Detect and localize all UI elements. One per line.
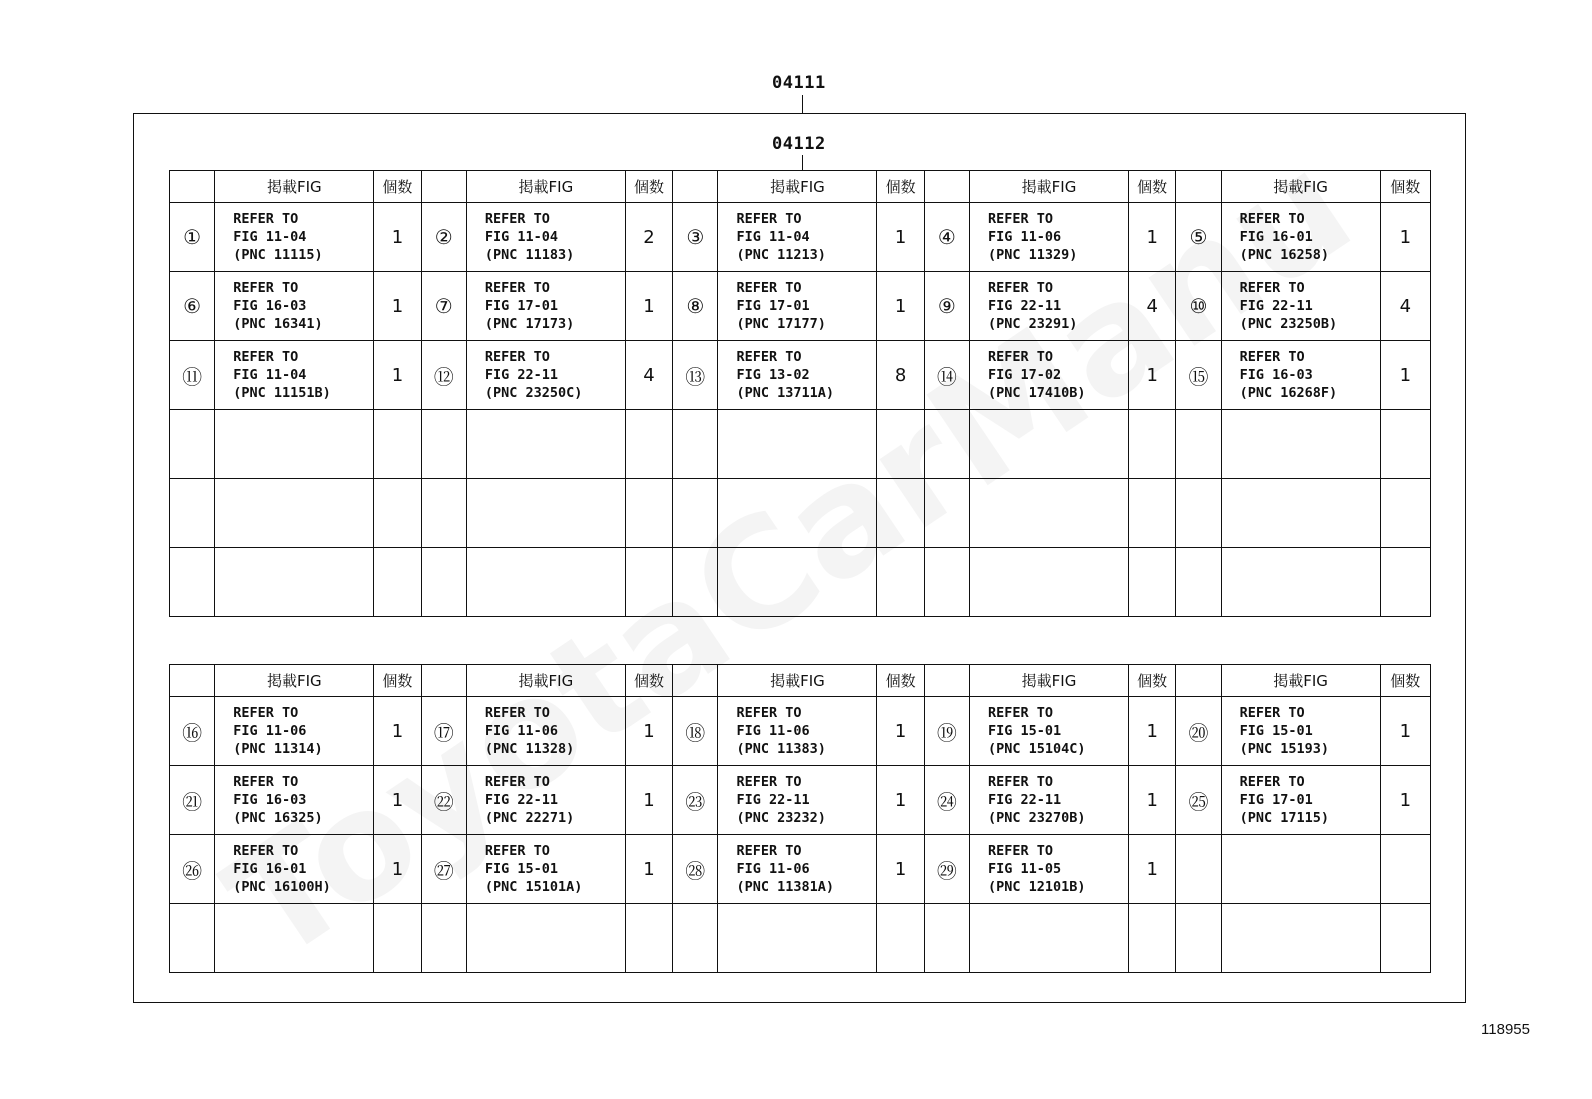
reference-line: FIG 16-03 xyxy=(1239,367,1313,383)
reference-line: REFER TO xyxy=(484,211,550,227)
callout-number: ④ xyxy=(924,203,969,272)
figure-reference xyxy=(1221,341,1380,410)
header-fig: 掲載FIG xyxy=(1221,171,1380,203)
quantity: 8 xyxy=(877,341,924,410)
empty-cell xyxy=(924,904,969,973)
reference-line: FIG 17-01 xyxy=(1239,792,1313,808)
empty-cell xyxy=(625,548,672,617)
empty-cell xyxy=(1221,904,1380,973)
empty-cell xyxy=(718,904,877,973)
quantity: 1 xyxy=(625,835,672,904)
table-row xyxy=(170,835,1431,904)
reference-line: REFER TO xyxy=(233,280,299,296)
callout-number: ⑥ xyxy=(170,272,215,341)
quantity: 2 xyxy=(625,203,672,272)
reference-line: FIG 16-03 xyxy=(233,792,307,808)
empty-cell xyxy=(877,904,924,973)
reference-line: REFER TO xyxy=(736,280,802,296)
figure-reference xyxy=(466,203,625,272)
reference-line: (PNC 17177) xyxy=(736,316,826,332)
reference-line: FIG 11-04 xyxy=(736,229,810,245)
figure-reference xyxy=(466,835,625,904)
quantity: 1 xyxy=(877,203,924,272)
header-fig: 掲載FIG xyxy=(718,665,877,697)
reference-line: FIG 22-11 xyxy=(988,298,1062,314)
reference-line: FIG 16-01 xyxy=(233,861,307,877)
reference-line: FIG 11-04 xyxy=(484,229,559,245)
reference-line: (PNC 11381A) xyxy=(736,879,834,895)
callout-number: ② xyxy=(421,203,466,272)
empty-cell xyxy=(170,479,215,548)
callout-number: ㉔ xyxy=(924,766,969,835)
parts-table-1 xyxy=(169,170,1431,617)
reference-line: FIG 22-11 xyxy=(736,792,810,808)
empty-cell xyxy=(1129,548,1176,617)
empty-cell xyxy=(1221,479,1380,548)
reference-line: FIG 15-01 xyxy=(484,861,559,877)
empty-cell xyxy=(421,479,466,548)
reference-line: REFER TO xyxy=(988,774,1054,790)
reference-line: (PNC 17410B) xyxy=(988,385,1086,401)
table-row xyxy=(170,272,1431,341)
header-blank xyxy=(924,665,969,697)
figure-reference xyxy=(970,697,1129,766)
empty-cell xyxy=(466,904,625,973)
figure-reference xyxy=(215,835,374,904)
reference-line: REFER TO xyxy=(736,211,802,227)
reference-line: REFER TO xyxy=(484,843,550,859)
reference-line: REFER TO xyxy=(988,211,1054,227)
empty-cell xyxy=(374,410,421,479)
reference-line: REFER TO xyxy=(988,705,1054,721)
header-qty: 個数 xyxy=(877,665,924,697)
figure-reference xyxy=(1221,835,1380,904)
reference-line: (PNC 23232) xyxy=(736,810,826,826)
figure-reference xyxy=(466,697,625,766)
reference-line: REFER TO xyxy=(484,280,550,296)
quantity: 1 xyxy=(877,272,924,341)
reference-line: (PNC 11383) xyxy=(736,741,826,757)
reference-line: REFER TO xyxy=(988,280,1054,296)
reference-line: FIG 13-02 xyxy=(736,367,810,383)
empty-row xyxy=(170,479,1431,548)
figure-reference xyxy=(215,766,374,835)
reference-line: (PNC 15193) xyxy=(1239,741,1329,757)
reference-line: FIG 17-01 xyxy=(736,298,810,314)
reference-line: FIG 22-11 xyxy=(484,792,559,808)
reference-line: (PNC 11329) xyxy=(988,247,1078,263)
header-blank xyxy=(170,171,215,203)
reference-line: (PNC 16268F) xyxy=(1239,385,1338,401)
callout-number: ③ xyxy=(673,203,718,272)
quantity: 1 xyxy=(1129,835,1176,904)
reference-line: REFER TO xyxy=(736,843,802,859)
page-id: 118955 xyxy=(1481,1021,1530,1038)
empty-cell xyxy=(718,410,877,479)
reference-line: REFER TO xyxy=(233,843,299,859)
empty-cell xyxy=(1380,410,1430,479)
figure-reference xyxy=(970,835,1129,904)
callout-number: ㉙ xyxy=(924,835,969,904)
empty-cell xyxy=(215,548,374,617)
reference-line: FIG 17-02 xyxy=(988,367,1062,383)
reference-line: FIG 11-06 xyxy=(988,229,1062,245)
empty-cell xyxy=(1176,479,1221,548)
empty-cell xyxy=(1380,904,1430,973)
empty-cell xyxy=(673,479,718,548)
empty-cell xyxy=(970,904,1129,973)
empty-cell xyxy=(374,904,421,973)
header-qty: 個数 xyxy=(625,665,672,697)
assembly-code-04112: 04112 xyxy=(772,134,826,154)
quantity: 1 xyxy=(625,697,672,766)
reference-line: FIG 15-01 xyxy=(1239,723,1313,739)
reference-line: FIG 11-05 xyxy=(988,861,1062,877)
callout-number: ㉑ xyxy=(170,766,215,835)
quantity: 1 xyxy=(1380,697,1430,766)
quantity: 1 xyxy=(374,697,421,766)
reference-line: (PNC 15101A) xyxy=(484,879,583,895)
quantity: 4 xyxy=(625,341,672,410)
callout-number: ⑫ xyxy=(421,341,466,410)
callout-number: ⑲ xyxy=(924,697,969,766)
quantity: 1 xyxy=(1129,203,1176,272)
quantity xyxy=(1380,835,1430,904)
callout-number: ⑰ xyxy=(421,697,466,766)
quantity: 1 xyxy=(1129,697,1176,766)
reference-line: FIG 11-06 xyxy=(233,723,307,739)
reference-line: REFER TO xyxy=(233,349,299,365)
reference-line: FIG 17-01 xyxy=(484,298,559,314)
leader-line-04111 xyxy=(802,95,803,113)
callout-number: ⑳ xyxy=(1176,697,1221,766)
empty-cell xyxy=(673,904,718,973)
empty-cell xyxy=(924,410,969,479)
callout-number xyxy=(1176,835,1221,904)
callout-number: ㉘ xyxy=(673,835,718,904)
reference-line: REFER TO xyxy=(233,705,299,721)
empty-cell xyxy=(970,410,1129,479)
figure-reference xyxy=(1221,203,1380,272)
reference-line: (PNC 12101B) xyxy=(988,879,1086,895)
header-fig: 掲載FIG xyxy=(718,171,877,203)
reference-line: (PNC 15104C) xyxy=(988,741,1086,757)
quantity: 1 xyxy=(625,272,672,341)
callout-number: ⑦ xyxy=(421,272,466,341)
reference-line: (PNC 16258) xyxy=(1239,247,1329,263)
reference-line: REFER TO xyxy=(1239,211,1305,227)
quantity: 1 xyxy=(374,272,421,341)
quantity: 1 xyxy=(1380,766,1430,835)
empty-cell xyxy=(625,410,672,479)
header-qty: 個数 xyxy=(374,171,421,203)
reference-line: REFER TO xyxy=(1239,349,1305,365)
reference-line: (PNC 11314) xyxy=(233,741,323,757)
empty-cell xyxy=(924,548,969,617)
empty-cell xyxy=(421,548,466,617)
reference-line: REFER TO xyxy=(233,211,299,227)
reference-line: FIG 11-06 xyxy=(736,861,810,877)
figure-reference xyxy=(215,341,374,410)
leader-line-04112 xyxy=(802,155,803,170)
empty-cell xyxy=(170,548,215,617)
table-row xyxy=(170,203,1431,272)
figure-reference xyxy=(970,203,1129,272)
reference-line: (PNC 11115) xyxy=(233,247,323,263)
table-row xyxy=(170,697,1431,766)
callout-number: ⑪ xyxy=(170,341,215,410)
quantity: 4 xyxy=(1380,272,1430,341)
reference-line: REFER TO xyxy=(1239,280,1305,296)
header-fig: 掲載FIG xyxy=(466,171,625,203)
quantity: 1 xyxy=(1129,766,1176,835)
reference-line: FIG 22-11 xyxy=(1239,298,1313,314)
reference-line: FIG 11-06 xyxy=(484,723,559,739)
reference-line: FIG 15-01 xyxy=(988,723,1062,739)
assembly-code-04111: 04111 xyxy=(772,73,826,93)
callout-number: ⑧ xyxy=(673,272,718,341)
empty-cell xyxy=(215,410,374,479)
callout-number: ⑯ xyxy=(170,697,215,766)
reference-line: (PNC 16325) xyxy=(233,810,323,826)
header-blank xyxy=(421,665,466,697)
figure-reference xyxy=(718,203,877,272)
empty-cell xyxy=(924,479,969,548)
empty-cell xyxy=(1129,904,1176,973)
figure-reference xyxy=(970,272,1129,341)
figure-reference xyxy=(466,341,625,410)
header-qty: 個数 xyxy=(877,171,924,203)
figure-reference xyxy=(1221,697,1380,766)
empty-cell xyxy=(877,479,924,548)
empty-cell xyxy=(215,904,374,973)
figure-reference xyxy=(215,697,374,766)
empty-cell xyxy=(1176,410,1221,479)
quantity: 1 xyxy=(374,341,421,410)
callout-number: ⑮ xyxy=(1176,341,1221,410)
empty-cell xyxy=(970,479,1129,548)
header-blank xyxy=(673,171,718,203)
empty-cell xyxy=(877,410,924,479)
figure-reference xyxy=(215,272,374,341)
figure-reference xyxy=(970,341,1129,410)
callout-number: ㉕ xyxy=(1176,766,1221,835)
figure-reference xyxy=(215,203,374,272)
empty-cell xyxy=(673,410,718,479)
empty-cell xyxy=(374,479,421,548)
empty-cell xyxy=(1221,410,1380,479)
empty-cell xyxy=(970,548,1129,617)
reference-line: (PNC 16341) xyxy=(233,316,323,332)
empty-cell xyxy=(374,548,421,617)
empty-cell xyxy=(1176,904,1221,973)
reference-line: (PNC 11328) xyxy=(484,741,575,757)
figure-reference xyxy=(1221,766,1380,835)
reference-line: REFER TO xyxy=(484,705,550,721)
header-qty: 個数 xyxy=(1380,171,1430,203)
empty-cell xyxy=(1221,548,1380,617)
quantity: 1 xyxy=(877,766,924,835)
header-blank xyxy=(1176,665,1221,697)
reference-line: FIG 22-11 xyxy=(484,367,559,383)
reference-line: FIG 16-01 xyxy=(1239,229,1313,245)
empty-cell xyxy=(1380,479,1430,548)
header-blank xyxy=(170,665,215,697)
reference-line: (PNC 16100H) xyxy=(233,879,331,895)
quantity: 1 xyxy=(877,835,924,904)
callout-number: ① xyxy=(170,203,215,272)
header-fig: 掲載FIG xyxy=(970,171,1129,203)
header-blank xyxy=(673,665,718,697)
table-row xyxy=(170,341,1431,410)
callout-number: ⑨ xyxy=(924,272,969,341)
empty-cell xyxy=(466,548,625,617)
header-fig: 掲載FIG xyxy=(215,665,374,697)
table-header-row xyxy=(170,665,1431,697)
callout-number: ㉓ xyxy=(673,766,718,835)
header-blank xyxy=(924,171,969,203)
figure-reference xyxy=(718,341,877,410)
reference-line: FIG 11-04 xyxy=(233,367,307,383)
reference-line: FIG 11-04 xyxy=(233,229,307,245)
header-qty: 個数 xyxy=(374,665,421,697)
reference-line: REFER TO xyxy=(484,774,550,790)
empty-cell xyxy=(421,410,466,479)
reference-line: (PNC 11151B) xyxy=(233,385,331,401)
callout-number: ㉒ xyxy=(421,766,466,835)
reference-line: (PNC 22271) xyxy=(484,810,575,826)
quantity: 1 xyxy=(1380,203,1430,272)
quantity: 1 xyxy=(374,835,421,904)
empty-cell xyxy=(1129,410,1176,479)
quantity: 1 xyxy=(1380,341,1430,410)
empty-cell xyxy=(215,479,374,548)
callout-number: ⑭ xyxy=(924,341,969,410)
callout-number: ⑤ xyxy=(1176,203,1221,272)
figure-reference xyxy=(718,835,877,904)
quantity: 1 xyxy=(877,697,924,766)
header-qty: 個数 xyxy=(625,171,672,203)
quantity: 1 xyxy=(625,766,672,835)
reference-line: REFER TO xyxy=(988,843,1054,859)
reference-line: (PNC 17115) xyxy=(1239,810,1329,826)
callout-number: ㉗ xyxy=(421,835,466,904)
reference-line: (PNC 23270B) xyxy=(988,810,1086,826)
table-header-row xyxy=(170,171,1431,203)
empty-row xyxy=(170,548,1431,617)
empty-cell xyxy=(466,410,625,479)
reference-line: REFER TO xyxy=(736,349,802,365)
reference-line: (PNC 13711A) xyxy=(736,385,834,401)
callout-number: ⑬ xyxy=(673,341,718,410)
reference-line: FIG 16-03 xyxy=(233,298,307,314)
empty-cell xyxy=(1129,479,1176,548)
empty-cell xyxy=(421,904,466,973)
empty-cell xyxy=(170,904,215,973)
figure-reference xyxy=(718,272,877,341)
reference-line: REFER TO xyxy=(233,774,299,790)
figure-reference xyxy=(718,697,877,766)
reference-line: REFER TO xyxy=(988,349,1054,365)
header-qty: 個数 xyxy=(1129,665,1176,697)
reference-line: (PNC 23291) xyxy=(988,316,1078,332)
reference-line: (PNC 11213) xyxy=(736,247,826,263)
empty-cell xyxy=(625,904,672,973)
callout-number: ㉖ xyxy=(170,835,215,904)
empty-cell xyxy=(718,548,877,617)
figure-reference xyxy=(718,766,877,835)
quantity: 1 xyxy=(1129,341,1176,410)
reference-line: (PNC 17173) xyxy=(484,316,575,332)
reference-line: REFER TO xyxy=(1239,774,1305,790)
reference-line: REFER TO xyxy=(1239,705,1305,721)
figure-reference xyxy=(970,766,1129,835)
empty-cell xyxy=(673,548,718,617)
callout-number: ⑱ xyxy=(673,697,718,766)
quantity: 4 xyxy=(1129,272,1176,341)
empty-cell xyxy=(625,479,672,548)
empty-cell xyxy=(877,548,924,617)
reference-line: FIG 11-06 xyxy=(736,723,810,739)
header-fig: 掲載FIG xyxy=(215,171,374,203)
empty-cell xyxy=(1380,548,1430,617)
header-fig: 掲載FIG xyxy=(1221,665,1380,697)
empty-cell xyxy=(170,410,215,479)
parts-table-2 xyxy=(169,664,1431,973)
reference-line: (PNC 23250B) xyxy=(1239,316,1338,332)
quantity: 1 xyxy=(374,766,421,835)
reference-line: (PNC 23250C) xyxy=(484,385,583,401)
reference-line: REFER TO xyxy=(484,349,550,365)
header-blank xyxy=(1176,171,1221,203)
figure-reference xyxy=(466,272,625,341)
reference-line: (PNC 11183) xyxy=(484,247,575,263)
header-qty: 個数 xyxy=(1129,171,1176,203)
reference-line: FIG 22-11 xyxy=(988,792,1062,808)
reference-line: REFER TO xyxy=(736,774,802,790)
table-row xyxy=(170,766,1431,835)
figure-reference xyxy=(466,766,625,835)
header-fig: 掲載FIG xyxy=(466,665,625,697)
empty-row xyxy=(170,904,1431,973)
empty-row xyxy=(170,410,1431,479)
empty-cell xyxy=(718,479,877,548)
header-fig: 掲載FIG xyxy=(970,665,1129,697)
empty-cell xyxy=(1176,548,1221,617)
figure-reference xyxy=(1221,272,1380,341)
header-blank xyxy=(421,171,466,203)
header-qty: 個数 xyxy=(1380,665,1430,697)
empty-cell xyxy=(466,479,625,548)
reference-line: REFER TO xyxy=(736,705,802,721)
callout-number: ⑩ xyxy=(1176,272,1221,341)
quantity: 1 xyxy=(374,203,421,272)
